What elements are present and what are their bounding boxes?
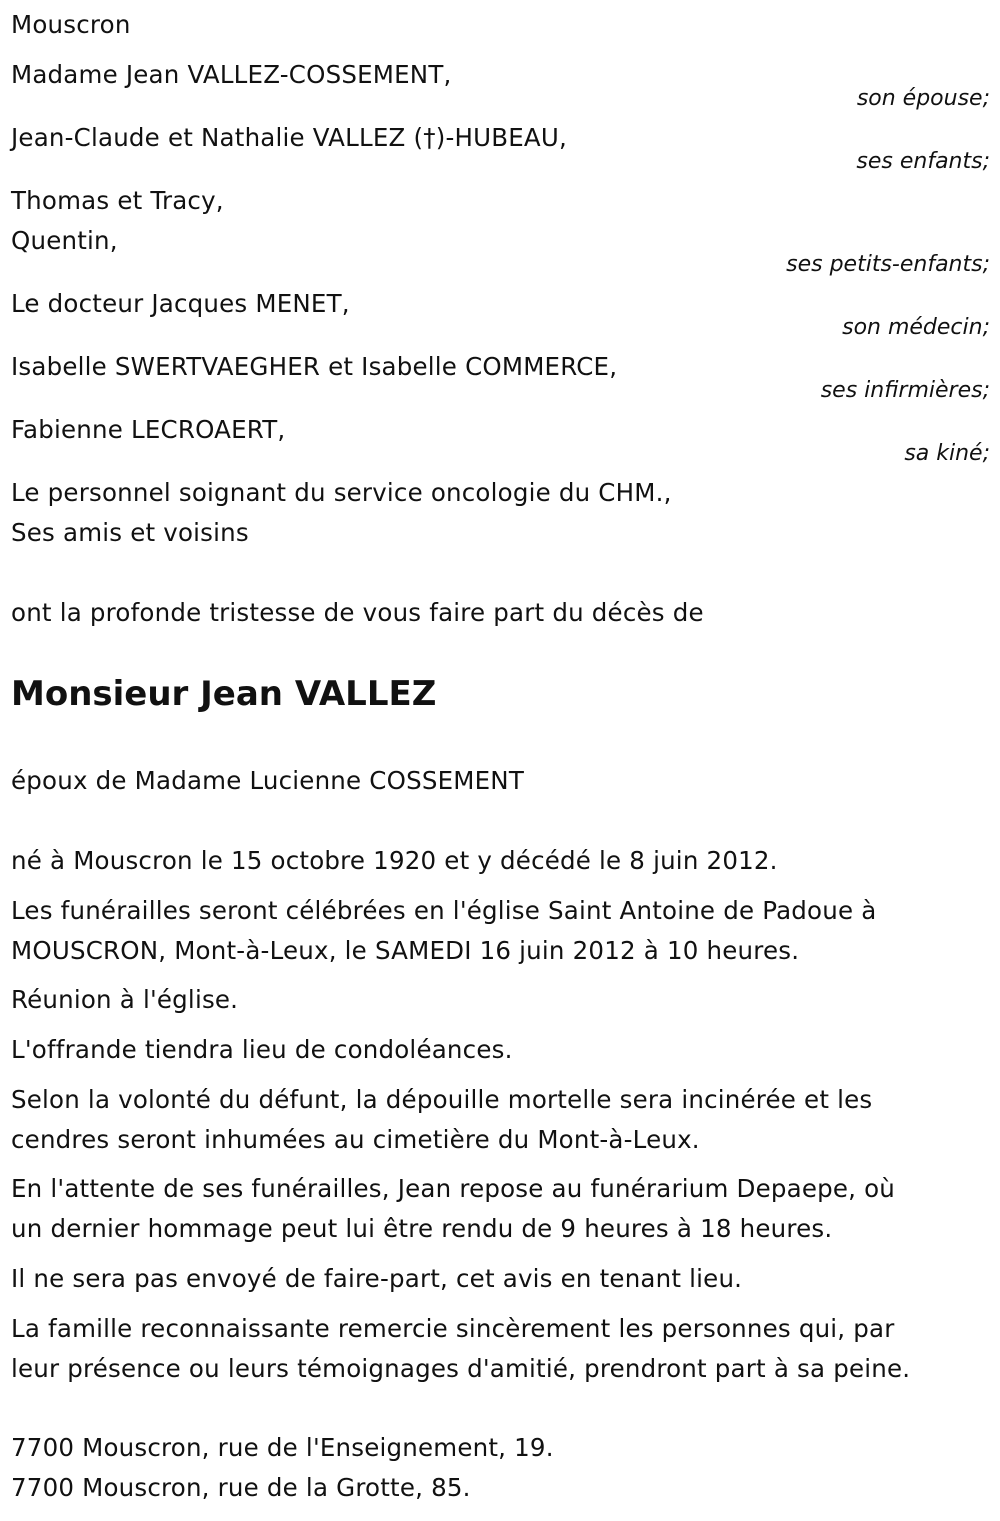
deceased-name: Monsieur Jean VALLEZ bbox=[11, 674, 437, 714]
others-friends: Ses amis et voisins bbox=[11, 518, 249, 547]
family-doctor-role: son médecin; bbox=[842, 315, 990, 340]
family-physio-name: Fabienne LECROAERT, bbox=[11, 415, 286, 444]
family-children-role: ses enfants; bbox=[856, 149, 990, 174]
deceased-birth-death: né à Mouscron le 15 octobre 1920 et y décédé le 8 juin 2012. bbox=[11, 846, 778, 875]
family-spouse-role: son épouse; bbox=[856, 86, 990, 111]
funerarium-line-2: un dernier hommage peut lui être rendu de 9 heures à 18 heures. bbox=[11, 1214, 833, 1243]
funerarium-line-1: En l'attente de ses funérailles, Jean repose au funérarium Depaepe, où bbox=[11, 1174, 896, 1203]
family-grandchildren-name-2: Quentin, bbox=[11, 226, 118, 255]
address-1: 7700 Mouscron, rue de l'Enseignement, 19. bbox=[11, 1433, 554, 1462]
family-grandchildren-name-1: Thomas et Tracy, bbox=[11, 186, 224, 215]
offering-text: L'offrande tiendra lieu de condoléances. bbox=[11, 1035, 513, 1064]
family-doctor-name: Le docteur Jacques MENET, bbox=[11, 289, 350, 318]
family-grandchildren-role: ses petits-enfants; bbox=[786, 252, 990, 277]
reunion-text: Réunion à l'église. bbox=[11, 985, 239, 1014]
funeral-details-line-2: MOUSCRON, Mont-à-Leux, le SAMEDI 16 juin 2012 à 10 heures. bbox=[11, 936, 800, 965]
family-children-name: Jean-Claude et Nathalie VALLEZ (†)-HUBEAU, bbox=[11, 123, 568, 152]
funeral-details-line-1: Les funérailles seront célébrées en l'église Saint Antoine de Padoue à bbox=[11, 896, 877, 925]
thanks-line-2: leur présence ou leurs témoignages d'amitié, prendront part à sa peine. bbox=[11, 1354, 911, 1383]
address-2: 7700 Mouscron, rue de la Grotte, 85. bbox=[11, 1473, 471, 1502]
header-city: Mouscron bbox=[11, 10, 131, 39]
no-card-notice: Il ne sera pas envoyé de faire-part, cet avis en tenant lieu. bbox=[11, 1264, 743, 1293]
cremation-line-1: Selon la volonté du défunt, la dépouille mortelle sera incinérée et les bbox=[11, 1085, 873, 1114]
family-spouse-name: Madame Jean VALLEZ-COSSEMENT, bbox=[11, 60, 452, 89]
family-nurses-role: ses infirmières; bbox=[820, 378, 990, 403]
family-nurses-name: Isabelle SWERTVAEGHER et Isabelle COMMERCE, bbox=[11, 352, 618, 381]
family-physio-role: sa kiné; bbox=[904, 441, 990, 466]
others-staff: Le personnel soignant du service oncologie du CHM., bbox=[11, 478, 672, 507]
deceased-spouse: époux de Madame Lucienne COSSEMENT bbox=[11, 766, 524, 795]
cremation-line-2: cendres seront inhumées au cimetière du Mont-à-Leux. bbox=[11, 1125, 700, 1154]
announcement-text: ont la profonde tristesse de vous faire part du décès de bbox=[11, 598, 704, 627]
thanks-line-1: La famille reconnaissante remercie sincèrement les personnes qui, par bbox=[11, 1314, 895, 1343]
